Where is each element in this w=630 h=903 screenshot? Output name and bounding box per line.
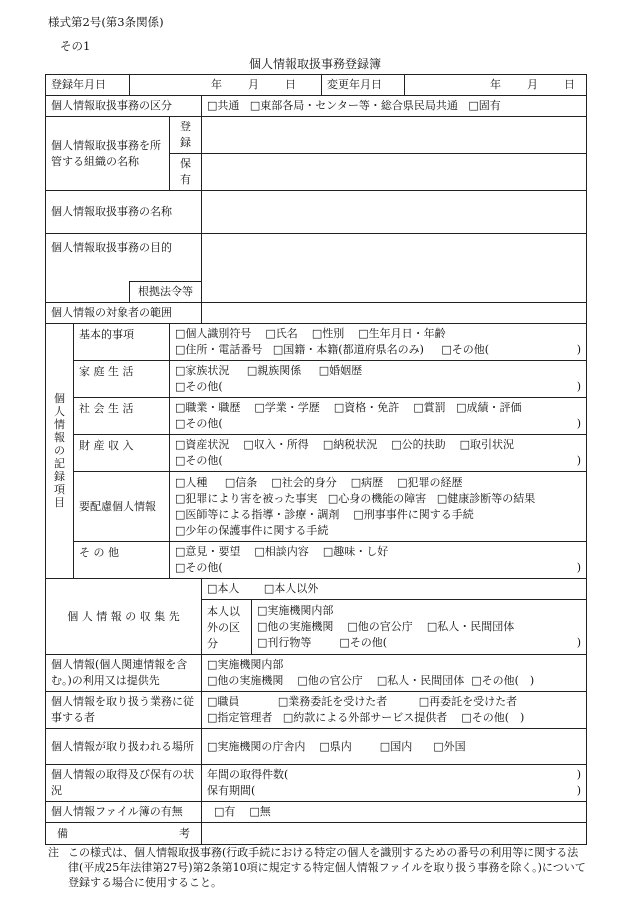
- checkbox-consultation[interactable]: □相談内容: [254, 545, 309, 558]
- checkbox-juvenile-case[interactable]: □少年の保護事件に関する手続: [175, 523, 329, 537]
- checkbox-east-bureaus[interactable]: □東部各局・センター等・総合県民局共通: [249, 99, 458, 112]
- paren-close: ): [576, 768, 581, 781]
- checkbox-rewards-punishments[interactable]: □賞罰: [413, 401, 446, 414]
- checkbox-other-other[interactable]: □その他(: [175, 561, 223, 574]
- register-label: 登録: [170, 117, 202, 154]
- acquisition-fields[interactable]: [202, 765, 587, 802]
- social-options: [170, 398, 587, 435]
- checkbox-nationality[interactable]: □国籍・本籍(都道府県名のみ): [272, 343, 424, 356]
- record-finance-row: [46, 435, 587, 472]
- change-date-field[interactable]: [405, 75, 587, 96]
- finance-options: [170, 435, 587, 472]
- paren-close: ): [576, 417, 581, 430]
- checkbox-handlers-other[interactable]: □その他( ): [461, 711, 525, 724]
- record-family-row: [46, 361, 587, 398]
- checkbox-education[interactable]: □学業・学歴: [254, 401, 320, 414]
- checkbox-overseas[interactable]: □外国: [433, 739, 466, 753]
- checkbox-disability[interactable]: □心身の機能の障害: [327, 491, 427, 505]
- holding-label: 保有: [170, 154, 202, 191]
- remarks-row: [46, 823, 587, 845]
- checkbox-relatives[interactable]: □親族関係: [246, 364, 302, 377]
- checkbox-creed[interactable]: □信条: [224, 475, 258, 489]
- file-register-options: [202, 802, 587, 823]
- task-name-label: 個人情報取扱事務の名称: [46, 191, 202, 234]
- family-options: [170, 361, 587, 398]
- checkbox-unique[interactable]: □固有: [468, 99, 501, 112]
- checkbox-provision-government[interactable]: □他の官公庁: [297, 674, 363, 687]
- checkbox-provision-other-agency[interactable]: □他の実施機関: [207, 674, 284, 687]
- handlers-label: 個人情報を取り扱う業務に従事する者: [46, 692, 202, 729]
- paren-close: ): [576, 454, 581, 467]
- collection-label: 個 人 情 報 の 収 集 先: [46, 579, 202, 655]
- category-label: 個人情報取扱事務の区分: [46, 96, 202, 117]
- checkbox-transactions[interactable]: □取引状況: [459, 438, 515, 451]
- record-social-row: [46, 398, 587, 435]
- checkbox-domestic[interactable]: □国内: [379, 739, 413, 753]
- checkbox-income[interactable]: □収入・所得: [243, 438, 309, 451]
- record-sensitive-row: [46, 472, 587, 542]
- checkbox-social-other[interactable]: □その他(: [175, 417, 223, 430]
- checkbox-yes[interactable]: □有: [214, 805, 236, 818]
- month-label: 月: [527, 78, 538, 91]
- checkbox-external-service[interactable]: □約款による外部サービス提供者: [282, 711, 448, 724]
- checkbox-finance-other[interactable]: □その他(: [175, 454, 223, 467]
- checkbox-hobbies[interactable]: □趣味・し好: [322, 545, 389, 558]
- checkbox-medical-history[interactable]: □病歴: [350, 475, 384, 489]
- checkbox-staff[interactable]: □職員: [207, 695, 240, 708]
- paren-close: ): [576, 343, 581, 356]
- checkbox-internal[interactable]: □実施機関内部: [257, 604, 334, 617]
- checkbox-family-other[interactable]: □その他(: [175, 380, 223, 393]
- checkbox-other-government[interactable]: □他の官公庁: [347, 620, 413, 633]
- checkbox-provision-internal[interactable]: □実施機関内部: [207, 658, 284, 671]
- paren-close: ): [576, 561, 581, 574]
- registration-form-table: [45, 74, 587, 845]
- checkbox-personal-id-code[interactable]: □個人識別符号: [175, 327, 252, 340]
- task-purpose-label: 個人情報取扱事務の目的: [46, 234, 202, 282]
- non-self-options: [252, 600, 587, 655]
- footnote: [48, 845, 588, 890]
- checkbox-publications[interactable]: □刊行物等: [257, 636, 312, 649]
- checkbox-common[interactable]: □共通: [207, 99, 240, 112]
- annual-count-label: 年間の取得件数(: [207, 768, 289, 781]
- checkbox-birthdate[interactable]: □生年月日・年齢: [358, 327, 446, 340]
- checkbox-public-assistance[interactable]: □公的扶助: [391, 438, 446, 451]
- organization-row-register: [46, 117, 587, 154]
- collection-row-1: [46, 579, 587, 600]
- organization-label: 個人情報取扱事務を所管する組織の名称: [46, 117, 170, 191]
- location-options: [202, 729, 587, 765]
- record-items-label: 個人情報の記録項目: [46, 324, 74, 579]
- checkbox-provision-other[interactable]: □その他( ): [471, 674, 535, 687]
- category-options: [202, 96, 587, 117]
- task-name-row: [46, 191, 587, 234]
- task-purpose-row: [46, 234, 587, 282]
- checkbox-name[interactable]: □氏名: [265, 327, 298, 340]
- checkbox-criminal-procedure[interactable]: □刑事事件に関する手続: [353, 507, 474, 521]
- dates-row: [46, 75, 587, 96]
- holding-org-field[interactable]: [202, 154, 587, 191]
- other-items-label: そ の 他: [74, 542, 170, 579]
- checkbox-social-status[interactable]: □社会的身分: [271, 475, 337, 489]
- checkbox-opinions[interactable]: □意見・要望: [175, 545, 241, 558]
- category-row: [46, 96, 587, 117]
- checkbox-medical-guidance[interactable]: □医師等による指導・診療・調剤: [175, 507, 340, 521]
- day-label: 日: [285, 78, 296, 91]
- checkbox-tax[interactable]: □納税状況: [322, 438, 378, 451]
- checkbox-provision-private[interactable]: □私人・民間団体: [376, 674, 465, 687]
- year-label: 年: [211, 78, 222, 91]
- form-part: その1: [60, 39, 91, 53]
- social-label: 社 会 生 活: [74, 398, 170, 435]
- location-row: [46, 729, 587, 765]
- checkbox-office[interactable]: □実施機関の庁舎内: [207, 739, 306, 753]
- register-org-field[interactable]: [202, 117, 587, 154]
- checkbox-contractor[interactable]: □業務委託を受けた者: [277, 695, 388, 708]
- retention-period-label: 保有期間(: [207, 784, 256, 797]
- checkbox-grades[interactable]: □成績・評価: [456, 401, 522, 414]
- legal-basis-label: 根拠法令等: [130, 282, 202, 303]
- month-label: 月: [248, 78, 259, 91]
- checkbox-race[interactable]: □人種: [175, 475, 208, 489]
- provision-label: 個人情報(個人関連情報を含む。)の利用又は提供先: [46, 655, 202, 692]
- note-text: この様式は、個人情報取扱事務(行政手続における特定の個人を識別するための番号の利用等に関する法律(平成25年法律第27号)第2条第10項に規定する特定個人情報ファイルを取り扱う事務を除く。)について登録する場合に使用すること。: [68, 846, 586, 889]
- checkbox-non-self[interactable]: □本人以外: [263, 582, 319, 595]
- checkbox-prefecture[interactable]: □県内: [319, 739, 352, 753]
- checkbox-marriage[interactable]: □婚姻歴: [318, 364, 363, 377]
- form-number: 様式第2号(第3条関係): [48, 15, 164, 29]
- handlers-row: [46, 692, 587, 729]
- target-scope-field[interactable]: [202, 303, 587, 324]
- checkbox-private-entity[interactable]: □私人・民間団体: [426, 620, 515, 633]
- record-other-row: [46, 542, 587, 579]
- checkbox-family-status[interactable]: □家族状況: [175, 364, 230, 377]
- paren-close: ): [576, 636, 581, 649]
- checkbox-crime-victim[interactable]: □犯罪により害を被った事実: [175, 491, 318, 505]
- task-name-field[interactable]: [202, 191, 587, 234]
- checkbox-criminal-record[interactable]: □犯罪の経歴: [397, 475, 463, 489]
- registration-date-field[interactable]: [130, 75, 322, 96]
- provision-row: [46, 655, 587, 692]
- collection-line1: [202, 579, 587, 600]
- remarks-label: 備 考: [46, 823, 202, 845]
- provision-options: [202, 655, 587, 692]
- sensitive-options: [170, 472, 587, 542]
- handlers-options: [202, 692, 587, 729]
- record-basic-row: [46, 324, 587, 361]
- checkbox-gender[interactable]: □性別: [311, 327, 345, 340]
- year-label: 年: [490, 78, 501, 91]
- target-scope-row: [46, 303, 587, 324]
- target-scope-label: 個人情報の対象者の範囲: [46, 303, 202, 324]
- day-label: 日: [564, 78, 575, 91]
- note-mark: 注: [48, 846, 59, 859]
- checkbox-designated-manager[interactable]: □指定管理者: [207, 711, 273, 724]
- checkbox-subcontractor[interactable]: □再委託を受けた者: [418, 695, 518, 708]
- checkbox-address-phone[interactable]: □住所・電話番号: [175, 343, 263, 356]
- basic-items-options: [170, 324, 587, 361]
- other-items-options: [170, 542, 587, 579]
- basic-items-label: 基本的事項: [74, 324, 170, 361]
- remarks-field[interactable]: [202, 823, 587, 845]
- checkbox-assets[interactable]: □資産状況: [175, 438, 230, 451]
- checkbox-no[interactable]: □無: [249, 805, 271, 818]
- checkbox-basic-other[interactable]: □その他(: [441, 343, 490, 356]
- finance-label: 財 産 収 入: [74, 435, 170, 472]
- task-purpose-field[interactable]: [202, 234, 587, 303]
- sensitive-label: 要配慮個人情報: [74, 472, 170, 542]
- paren-close: ): [576, 380, 581, 393]
- family-label: 家 庭 生 活: [74, 361, 170, 398]
- checkbox-health-checkup[interactable]: □健康診断等の結果: [436, 491, 536, 505]
- checkbox-self[interactable]: □本人: [207, 582, 240, 595]
- checkbox-license[interactable]: □資格・免許: [333, 401, 400, 414]
- checkbox-other-agency[interactable]: □他の実施機関: [257, 620, 334, 633]
- file-register-row: [46, 802, 587, 823]
- paren-close: ): [576, 784, 581, 797]
- acquisition-label: 個人情報の取得及び保有の状況: [46, 765, 202, 802]
- registration-date-label: 登録年月日: [46, 75, 130, 96]
- page-title: 個人情報取扱事務登録簿: [248, 57, 381, 71]
- location-label: 個人情報が取り扱われる場所: [46, 729, 202, 765]
- non-self-category-label: 本人以外の区分: [202, 600, 252, 655]
- checkbox-occupation[interactable]: □職業・職歴: [175, 401, 241, 414]
- file-register-label: 個人情報ファイル簿の有無: [46, 802, 202, 823]
- acquisition-row: [46, 765, 587, 802]
- change-date-label: 変更年月日: [322, 75, 405, 96]
- checkbox-collection-other[interactable]: □その他(: [339, 636, 388, 649]
